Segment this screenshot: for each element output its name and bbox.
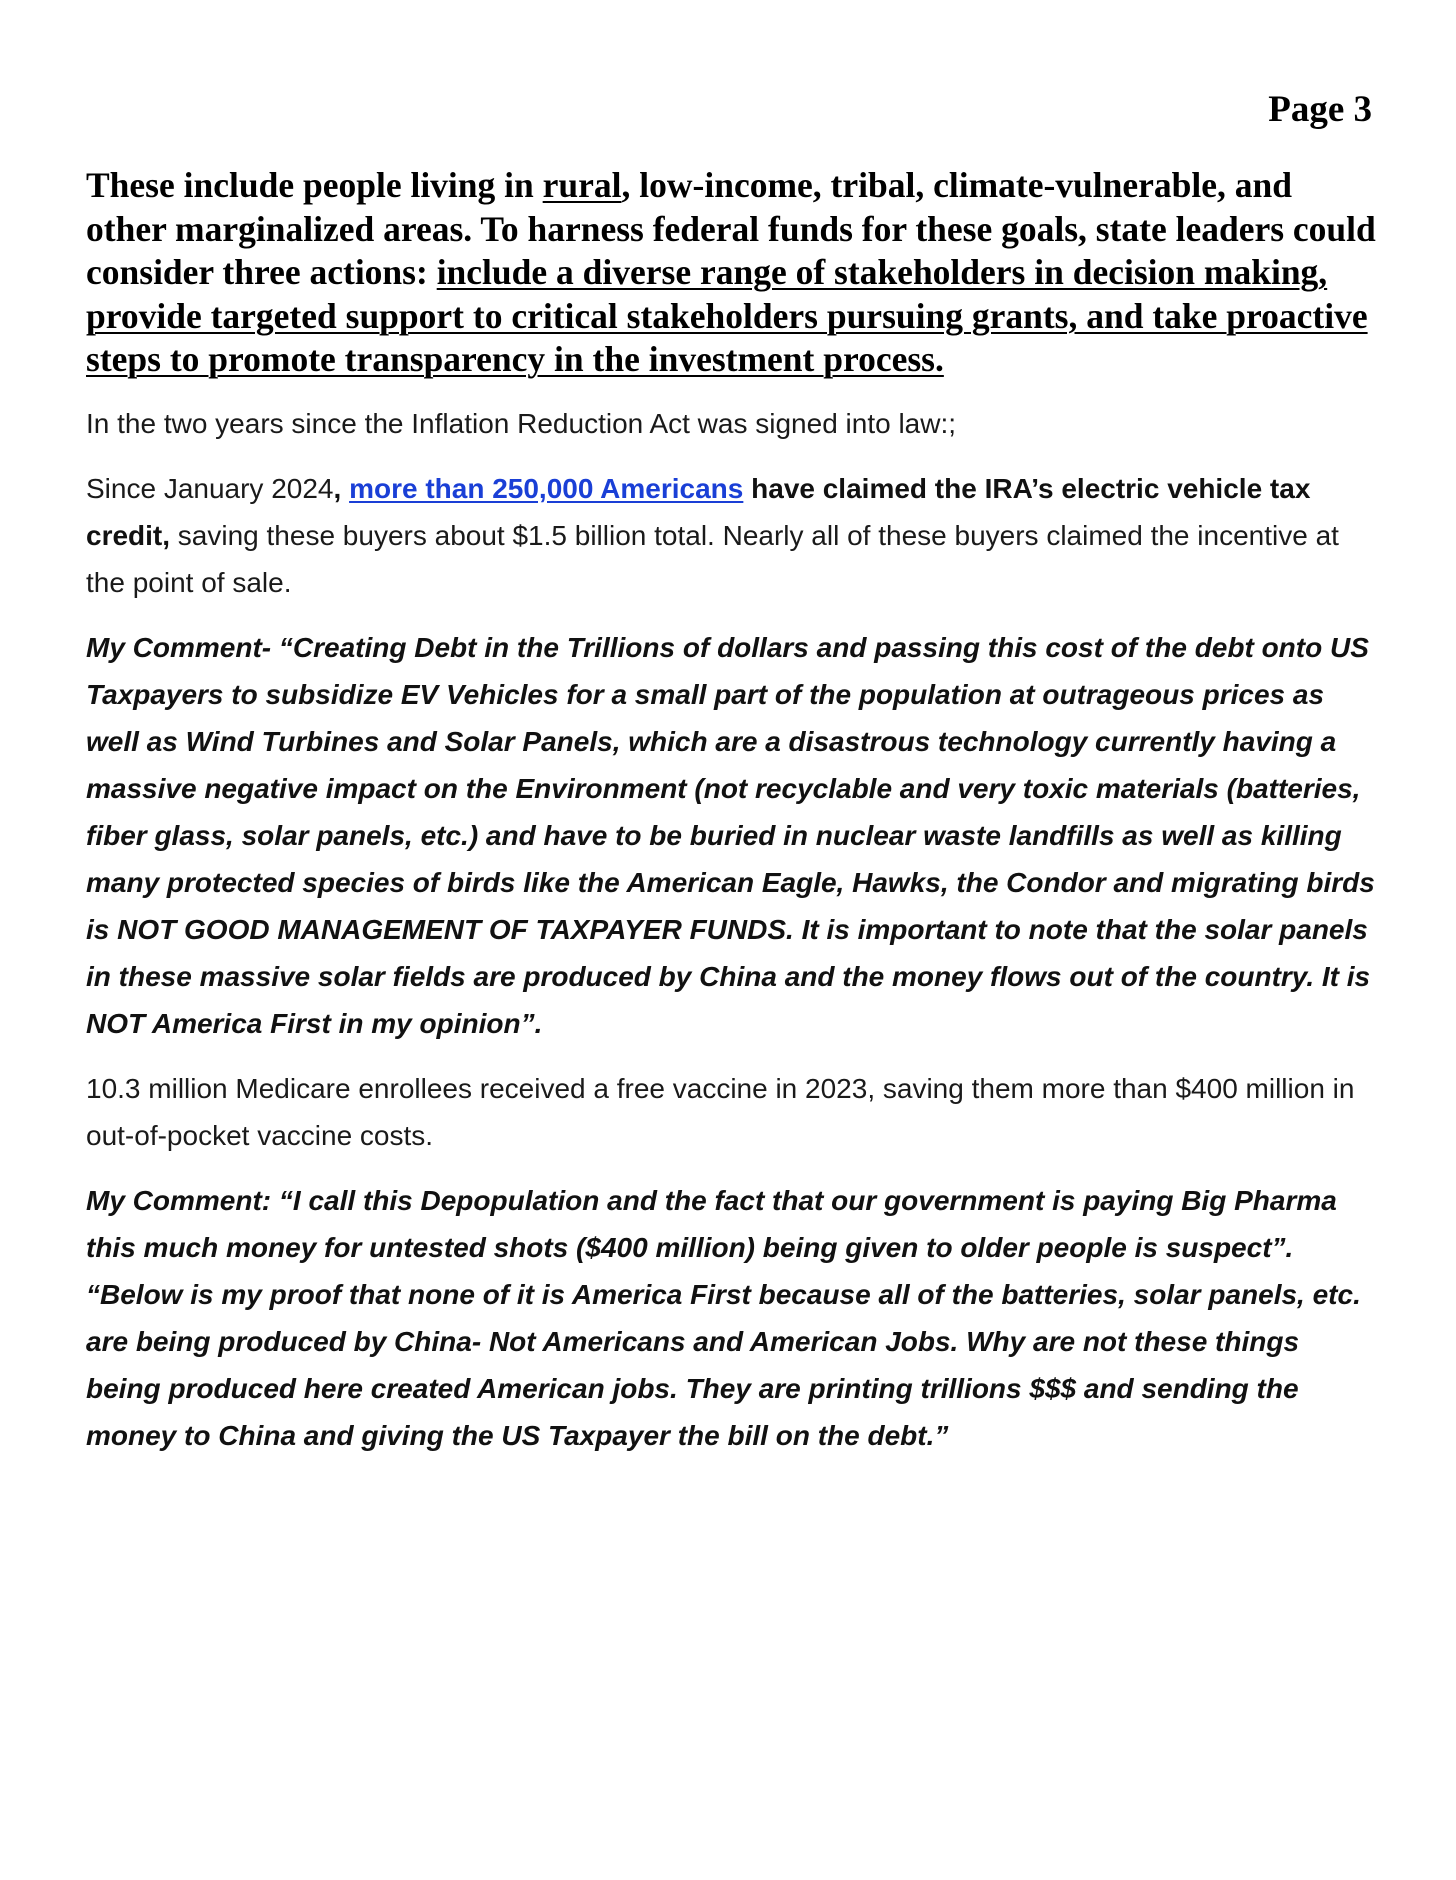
ev-rest: saving these buyers about $1.5 billion total. Nearly all of these buyers claimed the incentive at the point of sale. [86,519,1339,598]
intro-text-1: These include people living in [86,165,543,205]
intro-paragraph [86,164,1376,382]
intro-text-2: , low-income, tribal, climate-vulnerable, and other marginalized areas. To harness federal funds for these goals, state leaders could consider three actions: [86,165,1376,292]
ev-prefix: Since January 2024 [86,472,334,504]
comment-vaccine: My Comment: “I call this Depopulation and the fact that our government is paying Big Pharma this much money for untested shots ($400 million) being given to older people is suspect”. “Below is my proof that none of it is America First because all of the batteries, solar panels, etc. are being produced by China- Not Americans and American Jobs. Why are not these things being produced here created American jobs. They are printing trillions $$$ and sending the money to China and giving the US Taxpayer the bill on the debt.” [86,1184,1361,1451]
intro-underlined-rural: rural [542,165,622,205]
page-number: Page 3 [1268,89,1372,130]
ira-intro-paragraph: In the two years since the Inflation Reduction Act was signed into law:; [86,407,957,439]
comment-ev-debt: My Comment- “Creating Debt in the Trillions of dollars and passing this cost of the debt onto US Taxpayers to subsidize EV Vehicles for a small part of the population at outrageous prices as well as Wind Turbines and Solar Panels, which are a disastrous technology currently having a massive negative impact on the Environment (not recyclable and very toxic materials (batteries, fiber glass, solar panels, etc.) and have to be buried in nuclear waste landfills as well as killing many protected species of birds like the American Eagle, Hawks, the Condor and migrating birds is NOT GOOD MANAGEMENT OF TAXPAYER FUNDS. It is important to note that the solar panels in these massive solar fields are produced by China and the money flows out of the country. It is NOT America First in my opinion”. [86,631,1375,1039]
medicare-paragraph: 10.3 million Medicare enrollees received a free vaccine in 2023, saving them more than $400 million in out-of-pocket vaccine costs. [86,1072,1355,1151]
page-content [86,164,1376,1477]
americans-link[interactable]: more than 250,000 Americans [349,472,744,504]
ev-comma: , [333,472,350,504]
intro-underlined-actions: include a diverse range of stakeholders in decision making, provide targeted support to critical stakeholders pursuing grants, and take proactive steps to promote transparency in the investment process. [86,252,1368,379]
ev-credit-paragraph [86,465,1376,606]
ev-bold-text: have claimed the IRA’s electric vehicle tax credit, [86,472,1311,551]
